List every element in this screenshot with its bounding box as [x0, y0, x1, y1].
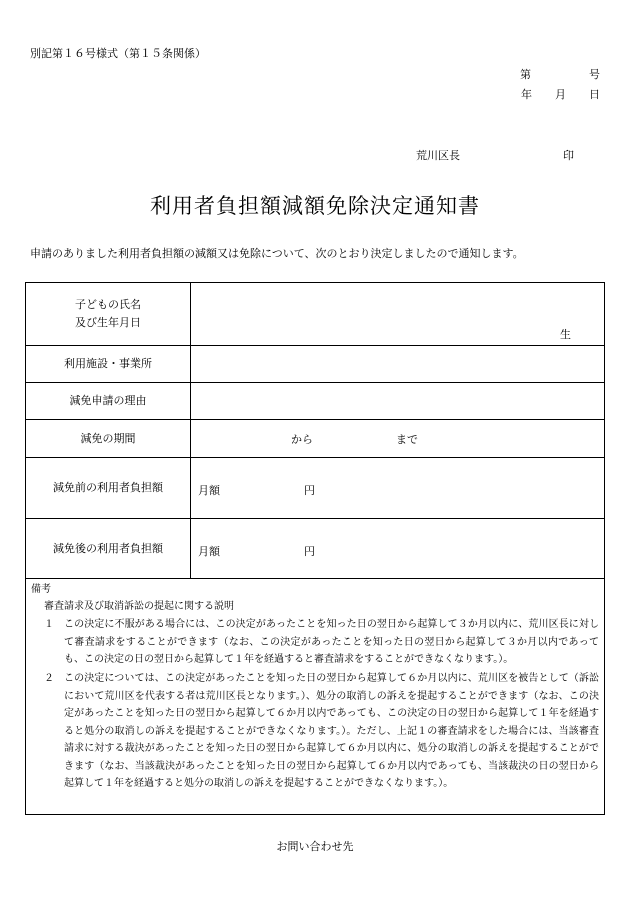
row-period [26, 420, 604, 458]
period-to: まで [396, 433, 418, 446]
document-number [520, 66, 600, 82]
number-prefix: 第 [520, 68, 531, 81]
before-monthly: 月額 [198, 484, 220, 497]
row-after [26, 519, 604, 579]
child-label-name: 子どもの氏名 [75, 298, 141, 311]
note-text: この決定については、この決定があったことを知った日の翌日から起算して６か月以内に、荒川区を被告として（訴訟において荒川区を代表する者は荒川区長となります。）、処分の取消しの訴えを提起することができます（なお、この決定があったことを知った日の翌日から起算して６か月以内であっても、この決定の日の翌日から起算して１年を経過すると処分の取消しの訴えを提起することができなくなります。）。ただし、上記１の審査請求をした場合には、当該審査請求に対する裁決があったことを知った日の翌日から起算して６か月以内に、処分の取消しの訴えを提起することができます（なお、当該裁決があったことを知った日の翌日から起算して６か月以内であっても、当該裁決の日の翌日から起算して１年を経過すると処分の取消しの訴えを提起することができなくなります。）。 [64, 673, 599, 789]
date-year: 年 [521, 88, 532, 101]
date-month: 月 [555, 88, 566, 101]
seal-mark: 印 [563, 149, 574, 162]
date-day: 日 [589, 88, 600, 101]
form-id: 別記第１６号様式（第１５条関係） [30, 47, 206, 60]
number-suffix: 号 [589, 68, 600, 81]
after-monthly: 月額 [198, 545, 220, 558]
reason-label: 減免申請の理由 [26, 383, 191, 419]
row-facility [26, 346, 604, 383]
document-title: 利用者負担額減額免除決定通知書 [150, 194, 480, 218]
contact-label: お問い合わせ先 [276, 840, 354, 853]
notes-heading: 備考 [31, 584, 51, 595]
row-child [26, 283, 604, 346]
document-date [521, 86, 600, 102]
row-reason [26, 383, 604, 420]
intro-text: 申請のありました利用者負担額の減額又は免除について、次のとおり決定しましたので通知します。 [30, 247, 524, 260]
note-number: ２ [44, 673, 54, 684]
before-label: 減免前の利用者負担額 [26, 458, 191, 518]
note-number: １ [44, 619, 54, 630]
after-yen: 円 [304, 545, 315, 558]
row-before [26, 458, 604, 519]
notes-subheading: 審査請求及び取消訴訟の提起に関する説明 [44, 601, 234, 612]
period-from: から [291, 433, 313, 446]
before-yen: 円 [304, 484, 315, 497]
decision-table [25, 282, 605, 815]
note-text: この決定に不服がある場合には、この決定があったことを知った日の翌日から起算して３か月以内に、荒川区長に対して審査請求をすることができます（なお、この決定があったことを知った日の翌日から起算して３か月以内であっても、この決定の日の翌日から起算して１年を経過すると審査請求をすることができなくなります。）。 [64, 619, 599, 665]
after-label: 減免後の利用者負担額 [26, 519, 191, 578]
issuer: 荒川区長 [416, 149, 460, 162]
period-label: 減免の期間 [26, 420, 191, 457]
child-label-birth: 及び生年月日 [75, 316, 141, 329]
birth-suffix: 生 [560, 328, 571, 341]
child-label [26, 283, 191, 345]
facility-label: 利用施設・事業所 [26, 346, 191, 382]
